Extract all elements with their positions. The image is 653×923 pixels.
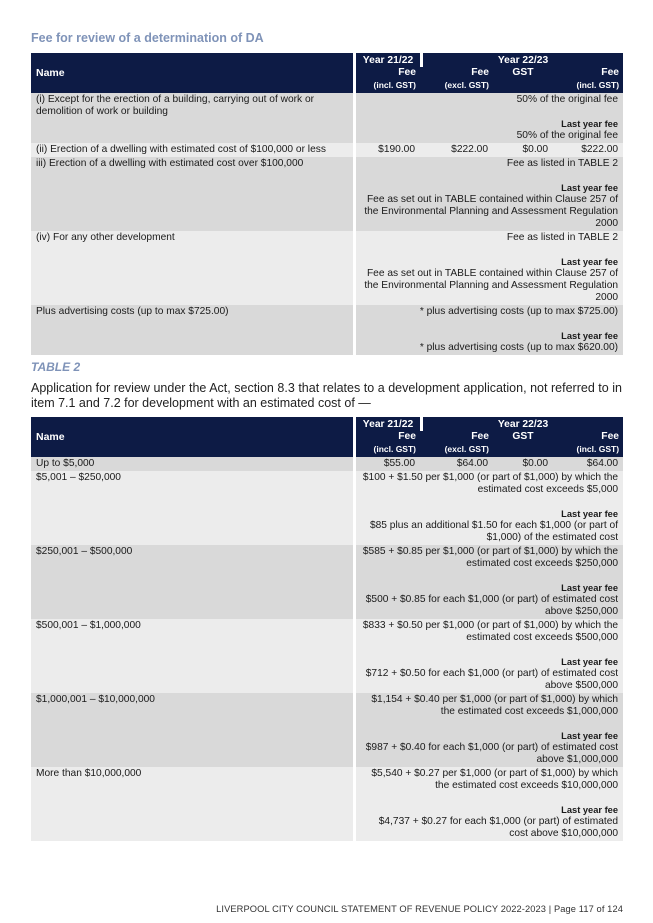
table-row: [31, 767, 623, 841]
fee-description: [353, 619, 623, 693]
last-year-fee-text: $987 + $0.40 for each $1,000 (or part) of estimated cost above $1,000,000: [365, 742, 619, 765]
fee-excl-gst-22-23: $222.00: [420, 143, 493, 157]
incl-gst-label: (incl. GST): [576, 444, 620, 454]
fee-name: Up to $5,000: [31, 457, 353, 471]
gst-22-23: $0.00: [493, 143, 553, 157]
gst-22-23: $0.00: [493, 457, 553, 471]
fee-name: (iv) For any other development: [31, 231, 353, 305]
fee-incl-gst-22-23: $64.00: [553, 457, 623, 471]
table-row: [31, 457, 623, 471]
fee-description: [353, 93, 623, 143]
fee-text: * plus advertising costs (up to max $725.00): [419, 306, 619, 317]
fee-text: $833 + $0.50 per $1,000 (or part of $1,000) by which the estimated cost exceeds $500,000: [362, 620, 619, 643]
column-header-name: Name: [31, 417, 353, 457]
table-row: [31, 305, 623, 355]
fee-text: Fee as listed in TABLE 2: [506, 232, 619, 243]
table-row: [31, 619, 623, 693]
fee-incl-gst-21-22: $190.00: [353, 143, 420, 157]
last-year-fee-text: $500 + $0.85 for each $1,000 (or part) of estimated cost above $250,000: [365, 594, 619, 617]
table-2-heading: TABLE 2: [31, 360, 81, 374]
last-year-fee-text: $712 + $0.50 for each $1,000 (or part) of estimated cost above $500,000: [365, 668, 619, 691]
fee-label: Fee: [398, 431, 416, 442]
fee-name: Plus advertising costs (up to max $725.00): [31, 305, 353, 355]
fee-incl-gst-21-22: $55.00: [353, 457, 420, 471]
last-year-fee-text: 50% of the original fee: [516, 130, 619, 141]
fee-name: $5,001 – $250,000: [31, 471, 353, 545]
last-year-fee-label: Last year fee: [561, 257, 619, 267]
fee-label: Fee: [398, 67, 416, 78]
year-label: Year 21/22: [362, 55, 414, 66]
column-header-fee-excl-gst: [420, 67, 493, 93]
year-label: Year 21/22: [362, 419, 414, 430]
fee-table-review-determination: [31, 53, 623, 355]
last-year-fee-text: Fee as set out in TABLE contained within Clause 257 of the Environmental Planning and Assessment Regulation 2000: [364, 194, 619, 229]
table-row: [31, 157, 623, 231]
fee-name: $250,001 – $500,000: [31, 545, 353, 619]
fee-text: $585 + $0.85 per $1,000 (or part of $1,000) by which the estimated cost exceeds $250,000: [362, 546, 619, 569]
fee-label: Fee: [471, 67, 489, 78]
page-footer: LIVERPOOL CITY COUNCIL STATEMENT OF REVENUE POLICY 2022-2023 | Page 117 of 124: [216, 904, 623, 914]
column-header-fee-excl-gst: [420, 431, 493, 457]
table-row: [31, 471, 623, 545]
fee-description: [353, 767, 623, 841]
column-header-year-21-22: [353, 53, 420, 93]
last-year-fee-text: Fee as set out in TABLE contained within Clause 257 of the Environmental Planning and Assessment Regulation 2000: [364, 268, 619, 303]
column-header-gst: [493, 67, 553, 93]
incl-gst-label: (incl. GST): [373, 444, 416, 454]
fee-description: [353, 545, 623, 619]
fee-table-2: [31, 417, 623, 841]
last-year-fee-label: Last year fee: [561, 119, 619, 129]
fee-label: Fee: [471, 431, 489, 442]
fee-incl-gst-22-23: $222.00: [553, 143, 623, 157]
last-year-fee-text: $4,737 + $0.27 for each $1,000 (or part) of estimated cost above $10,000,000: [378, 816, 619, 839]
column-header-fee-incl-gst: [553, 431, 623, 457]
fee-text: $100 + $1.50 per $1,000 (or part of $1,000) by which the estimated cost exceeds $5,000: [362, 472, 619, 495]
fee-description: [353, 305, 623, 355]
fee-excl-gst-22-23: $64.00: [420, 457, 493, 471]
fee-name: (i) Except for the erection of a building, carrying out of work or demolition of work or building: [31, 93, 353, 143]
incl-gst-label: (incl. GST): [576, 80, 620, 90]
fee-name: $1,000,001 – $10,000,000: [31, 693, 353, 767]
last-year-fee-text: * plus advertising costs (up to max $620.00): [419, 342, 619, 353]
table-row: [31, 93, 623, 143]
column-header-fee-incl-gst: [553, 67, 623, 93]
column-header-gst: [493, 431, 553, 457]
last-year-fee-label: Last year fee: [561, 657, 619, 667]
fee-name: (ii) Erection of a dwelling with estimated cost of $100,000 or less: [31, 143, 353, 157]
fee-text: 50% of the original fee: [516, 94, 619, 105]
column-header-year-21-22: [353, 417, 420, 457]
fee-name: More than $10,000,000: [31, 767, 353, 841]
fee-text: $5,540 + $0.27 per $1,000 (or part of $1,000) by which the estimated cost exceeds $10,000,000: [371, 768, 619, 791]
column-header-year-22-23: Year 22/23: [420, 417, 623, 431]
last-year-fee-text: $85 plus an additional $1.50 for each $1,000 (or part of $1,000) of the estimated cost: [369, 520, 619, 543]
excl-gst-label: (excl. GST): [444, 80, 489, 90]
table-row: [31, 693, 623, 767]
last-year-fee-label: Last year fee: [561, 509, 619, 519]
table-row: [31, 545, 623, 619]
last-year-fee-label: Last year fee: [561, 731, 619, 741]
fee-label: Fee: [601, 431, 620, 442]
fee-description: [353, 693, 623, 767]
last-year-fee-label: Last year fee: [561, 331, 619, 341]
table-row: [31, 231, 623, 305]
gst-label: GST: [512, 67, 534, 78]
fee-name: iii) Erection of a dwelling with estimated cost over $100,000: [31, 157, 353, 231]
intro-paragraph: Application for review under the Act, section 8.3 that relates to a development application, not referred to in item 7.1 and 7.2 for development with an estimated cost of —: [31, 381, 622, 410]
fee-label: Fee: [601, 67, 620, 78]
fee-description: [353, 231, 623, 305]
last-year-fee-label: Last year fee: [561, 183, 619, 193]
section-title: Fee for review of a determination of DA: [31, 31, 264, 45]
fee-text: $1,154 + $0.40 per $1,000 (or part of $1,000) by which the estimated cost exceeds $1,000,000: [371, 694, 619, 717]
fee-text: Fee as listed in TABLE 2: [506, 158, 619, 169]
column-header-year-22-23: Year 22/23: [420, 53, 623, 67]
column-header-name: Name: [31, 53, 353, 93]
excl-gst-label: (excl. GST): [444, 444, 489, 454]
gst-label: GST: [512, 431, 534, 442]
fee-description: [353, 157, 623, 231]
last-year-fee-label: Last year fee: [561, 583, 619, 593]
incl-gst-label: (incl. GST): [373, 80, 416, 90]
last-year-fee-label: Last year fee: [561, 805, 619, 815]
table-row: [31, 143, 623, 157]
fee-name: $500,001 – $1,000,000: [31, 619, 353, 693]
fee-description: [353, 471, 623, 545]
